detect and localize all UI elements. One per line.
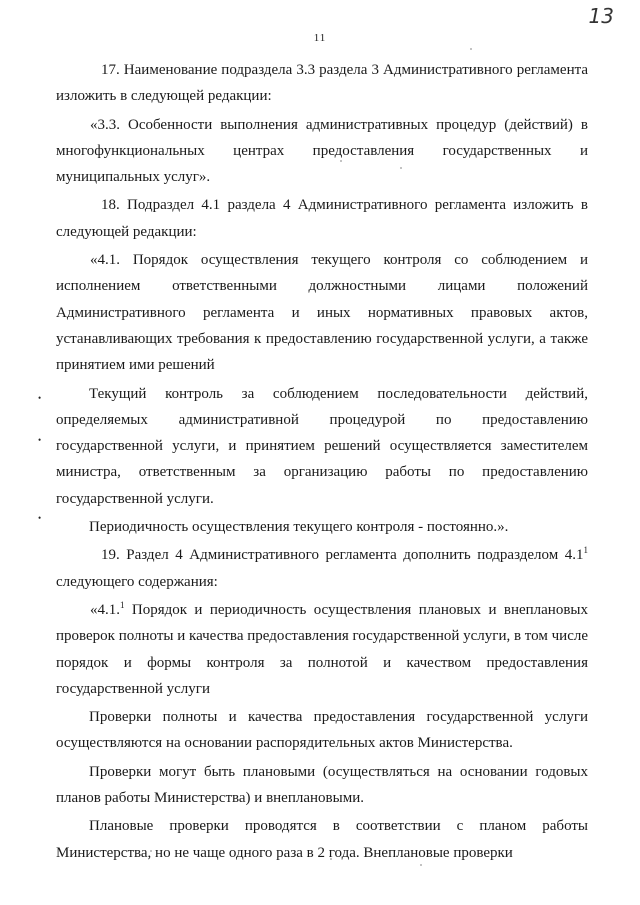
scan-speck	[470, 48, 472, 50]
handwritten-sheet-number: 13	[588, 4, 614, 28]
subsection-3-3-quote: «3.3. Особенности выполнения административных процедур (действий) в многофункциональных центрах предоставления государственных и муниципальных услуг».	[56, 116, 588, 186]
subsection-4-1-quote: «4.1. Порядок осуществления текущего контроля со соблюдением и исполнением ответственными должностными лицами положений Административного регламента и иных нормативных правовых актов, устанавливающих требования к предоставлению государственной услуги, а также принятием ими решений	[56, 252, 588, 374]
current-control-paragraph: Текущий контроль за соблюдением последовательности действий, определяемых административной процедурой по предоставлению государственной услуги, и принятием решений осуществляется заместителем министра, ответственным за организацию работы по предоставлению государственной услуги.	[56, 385, 588, 507]
margin-bullet: •	[38, 513, 42, 523]
subsection-4-1-1-text: Порядок и периодичность осуществления плановых и внеплановых проверок полноты и качества предоставления государственной услуги, в том числе порядок и формы контроля за полнотой и качеством предоставления государственной услуги	[56, 601, 588, 697]
margin-bullet: •	[38, 393, 42, 403]
subsection-4-1-1-prefix: «4.1.	[90, 601, 120, 618]
item-19-superscript: 1	[583, 545, 588, 556]
margin-bullet: •	[38, 435, 42, 445]
page-number: 11	[313, 32, 327, 44]
item-18-paragraph: 18. Подраздел 4.1 раздела 4 Административного регламента изложить в следующей редакции:	[56, 197, 588, 240]
checks-basis-paragraph: Проверки полноты и качества предоставления государственной услуги осуществляются на основании распорядительных актов Министерства.	[56, 709, 588, 752]
subsection-4-1-1-quote	[56, 597, 588, 702]
item-19-paragraph	[56, 542, 588, 595]
periodicity-paragraph: Периодичность осуществления текущего контроля - постоянно.».	[89, 519, 509, 536]
document-body	[56, 57, 588, 866]
planned-checks-paragraph: Плановые проверки проводятся в соответствии с планом работы Министерства, но не чаще одного раза в 2 года. Внеплановые проверки	[56, 818, 588, 861]
checks-types-paragraph: Проверки могут быть плановыми (осуществляться на основании годовых планов работы Министерства) и внеплановыми.	[56, 763, 588, 807]
item-19-text: 19. Раздел 4 Административного регламента дополнить подразделом 4.1	[101, 547, 584, 564]
item-19-tail: следующего содержания:	[56, 573, 218, 590]
subsection-4-1-1-superscript: 1	[120, 599, 125, 610]
item-17-paragraph: 17. Наименование подраздела 3.3 раздела 3 Административного регламента изложить в следующей редакции:	[56, 62, 588, 105]
